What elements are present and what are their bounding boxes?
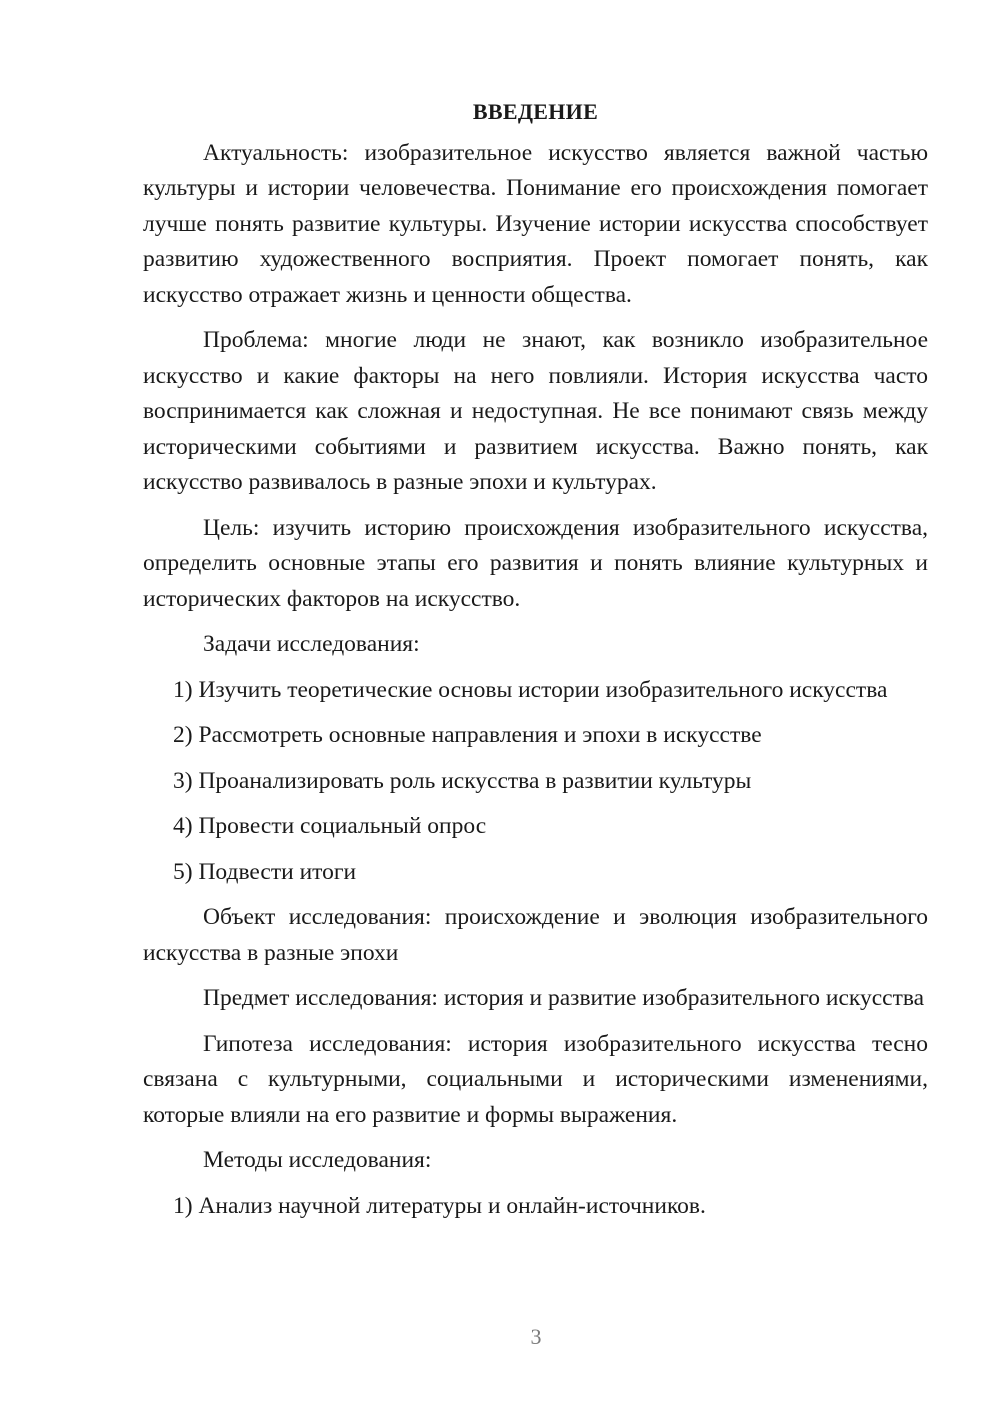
- page-number: 3: [530, 1324, 542, 1349]
- task-item-4: 4) Провести социальный опрос: [173, 813, 487, 839]
- task-item-1: 1) Изучить теоретические основы истории изобразительного искусства: [173, 676, 888, 703]
- problem-paragraph: Проблема: многие люди не знают, как возникло изобразительное искусство и какие факторы на него повлияли. История искусства часто воспринимается как сложная и недоступная. Не все понимают связь между историческими событиями и развитием искусства. Важно понять, как искусство развивалось в разные эпохи и культурах.: [143, 327, 928, 495]
- relevance-paragraph: Актуальность: изобразительное искусство является важной частью культуры и истории человечества. Понимание его происхождения помогает лучше понять развитие культуры. Изучение истории искусства способствует развитию художественного восприятия. Проект помогает понять, как искусство отражает жизнь и ценности общества.: [143, 139, 928, 308]
- goal-paragraph: Цель: изучить историю происхождения изобразительного искусства, определить основные этапы его развития и понять влияние культурных и исторических факторов на искусство.: [143, 514, 928, 612]
- tasks-heading: Задачи исследования:: [203, 631, 420, 657]
- method-item-1: 1) Анализ научной литературы и онлайн-источников.: [173, 1192, 706, 1219]
- task-item-5: 5) Подвести итоги: [173, 858, 357, 885]
- methods-heading: Методы исследования:: [203, 1147, 432, 1173]
- task-item-3: 3) Проанализировать роль искусства в развитии культуры: [173, 767, 752, 794]
- hypothesis-paragraph: Гипотеза исследования: история изобразительного искусства тесно связана с культурными, социальными и историческими изменениями, которые влияли на его развитие и формы выражения.: [143, 1030, 928, 1128]
- page-content: [143, 94, 928, 1234]
- task-item-2: 2) Рассмотреть основные направления и эпохи в искусстве: [173, 722, 762, 748]
- object-paragraph: Объект исследования: происхождение и эволюция изобразительного искусства в разные эпохи: [143, 904, 928, 966]
- subject-paragraph: Предмет исследования: история и развитие изобразительного искусства: [203, 985, 925, 1011]
- section-title: ВВЕДЕНИЕ: [472, 99, 599, 124]
